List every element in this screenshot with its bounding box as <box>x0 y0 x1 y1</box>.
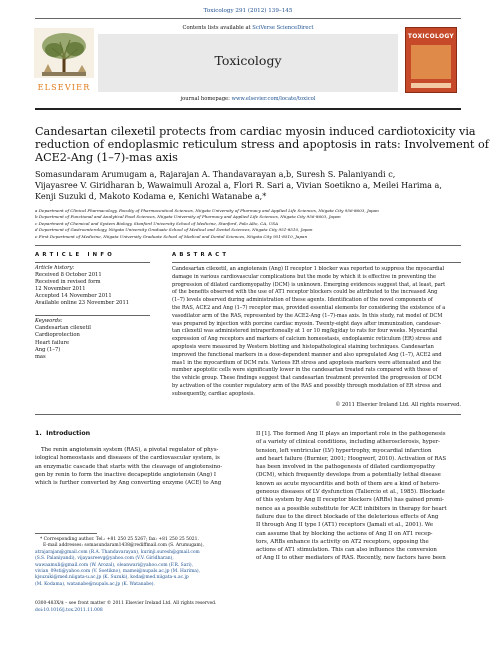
abstract-line: by activation of the counter regulatory arm of the RAS and possibly through modulation of ER stress and <box>172 382 442 389</box>
intro-line: gen by renin to form the inactive decapeptide angiotensin (Ang) I <box>35 471 217 478</box>
header-top-rule <box>35 18 461 19</box>
keywords-label: Keywords: <box>35 318 63 324</box>
intro-line: actions of AT1 stimulation. This can also influence the conversion <box>256 547 437 554</box>
intro-line: which is further converted by Ang converting enzyme (ACE) to Ang <box>35 480 222 487</box>
intro-right-column <box>256 430 462 563</box>
keyword-item: Heart failure <box>35 339 70 346</box>
footnote-line: E-mail addresses: somasundaram1438@rediffmail.com (S. Arumugam), <box>43 543 204 549</box>
intro-line: known as acute myocarditis and both of them are a kind of hetero- <box>256 480 440 487</box>
intro-line: and heart failure (Burnier, 2001; Hoogwerf, 2010). Activation of RAS <box>256 455 447 462</box>
keyword-item: Cardioprotection <box>35 332 80 339</box>
elsevier-logo <box>34 28 94 90</box>
abstract-line: apoptosis were measured by Western blotting and histopathological staining techniques. Candesartan <box>172 343 434 350</box>
affiliation-item: e First Department of Medicine, Niigata University Graduate School of Medical and Dental Sciences, Niigata City 951-8510, Japan <box>35 233 308 239</box>
abstract-line: the vehicle group. These findings suggest that candesartan treatment prevented the progression of DCM <box>172 375 442 382</box>
abstract-line: of the benefits observed with the use of AT1 receptor blockers could be attributed to the increased Ang <box>172 289 438 296</box>
issn-line: 0300-483X/$ – see front matter © 2011 Elsevier Ireland Ltd. All rights reserved. <box>35 601 217 606</box>
affiliation-item: d Department of Gastroenterology, Niigata University Graduate School of Medical and Dental Sciences, Niigata City 951-8510, Japan <box>35 227 313 233</box>
elsevier-tree-icon <box>34 28 94 78</box>
intro-line: II through Ang II type I (AT1) receptors (Jamali et al., 2001). We <box>256 522 434 529</box>
contents-line <box>98 25 398 32</box>
intro-line: tors, ARBs enhance its activity on AT2 receptors, opposing the <box>256 538 429 545</box>
article-info-heading: A R T I C L E I N F O <box>35 252 113 258</box>
corresponding-author-footnote <box>35 537 247 588</box>
abstract-bottom-rule <box>35 414 461 415</box>
affiliation-list <box>35 208 465 240</box>
affiliation-item: a Department of Clinical Pharmacology, Faculty of Pharmaceutical Sciences, Niigata University of Pharmacy and Applied Life Sciences, Niigata City 956-8603, Japan <box>35 208 379 213</box>
history-item: 12 November 2011 <box>35 286 86 292</box>
contents-prefix: Contents lists available at <box>182 25 253 31</box>
keywords-rule <box>35 315 150 316</box>
doi-link[interactable]: doi:10.1016/j.tox.2011.11.008 <box>35 608 103 613</box>
intro-line: The renin angiotensin system (RAS), a pivotal regulator of phys- <box>41 447 219 453</box>
author-list <box>35 169 465 202</box>
footnote-line[interactable]: wawaamuli@gmail.com (W. Arozal), oleanwari@yahoo.com (F.R. Sari), <box>35 562 194 568</box>
title-line: ACE2-Ang (1–7)-mas axis <box>35 151 178 165</box>
abstract-line: mas1 in the myocardium of DCM rats. Various ER stress and apoptosis markers were attenuated and the <box>172 359 441 366</box>
footnote-line: * Corresponding author. Tel.: +81 250 25 5267; fax: +81 250 25 5021. <box>40 537 199 542</box>
intro-heading: 1. Introduction <box>35 430 91 437</box>
abstract-line: tan cilexetil was administered intraperitoneally at 1 or 10 mg/kg/day to rats for four weeks. Myocardial <box>172 328 438 335</box>
article-history <box>35 265 150 307</box>
homepage-link[interactable]: www.elsevier.com/locate/toxicol <box>231 96 316 102</box>
abstract-line: expression of Ang receptors and markers of calcium homeostasis, endoplasmic reticulum (ER) stress and <box>172 336 442 343</box>
homepage-line <box>98 96 398 103</box>
intro-line: of a variety of clinical conditions, including atherosclerosis, hyper- <box>256 439 440 446</box>
footnote-line[interactable]: vivian_09sti@yahoo.com (V. Soetikno), mamei@nupals.ac.jp (M. Harima), <box>35 569 201 575</box>
journal-cover <box>405 27 457 93</box>
journal-name: Toxicology <box>214 53 282 68</box>
intro-line: II [1]. The formed Ang II plays an important role in the pathogenesis <box>256 431 446 437</box>
abstract-line: Candesartan cilexetil, an angiotensin (Ang) II receptor 1 blocker was reported to suppress the myocardial <box>172 266 445 272</box>
intro-line: (DCM), which frequently develops from a potentially lethal disease <box>256 472 441 479</box>
abstract-line: subsequently, cardiac apoptosis. <box>172 390 255 397</box>
journal-citation: Toxicology 291 (2012) 139–145 <box>203 8 293 14</box>
abstract-line: improved the functional markers in a dose-dependent manner and also upregulated Ang (1–7), ACE2 and <box>172 351 442 358</box>
history-item: Received 8 October 2011 <box>35 272 102 278</box>
affiliation-item: c Department of Chemical and System Biology, Stanford University School of Medicine, Stanford, Palo Alto, CA, USA <box>35 220 279 226</box>
intro-line: nence as a possible substitute for ACE inhibitors in therapy for heart <box>256 505 447 512</box>
abstract-line: the RAS, ACE2 and Ang (1–7) receptor mas, provided essential elements for considering the existence of a <box>172 304 446 311</box>
cover-band <box>411 45 451 79</box>
author-line: Kenji Suzuki d, Makoto Kodama e, Kenichi Watanabe a,* <box>35 191 267 201</box>
history-item: Accepted 14 November 2011 <box>35 293 112 299</box>
author-line: Somasundaram Arumugam a, Rajarajan A. Thandavarayan a,b, Suresh S. Palaniyandi c, <box>35 169 396 179</box>
footnote-rule <box>35 533 97 534</box>
footnote-line[interactable]: (M. Kodama), watanabe@nupals.ac.jp (K. Watanabe). <box>35 581 155 587</box>
footnote-line[interactable]: kjsuzuki@med.niigata-u.ac.jp (K. Suzuki), koda@med.niigata-u.ac.jp <box>35 575 189 581</box>
cover-title: TOXICOLOGY <box>407 33 455 40</box>
abstract-line: vasodilator arm of the RAS, represented by the ACE2-Ang (1–7)-mas axis. In this study, rat model of DCM <box>172 312 443 319</box>
title-line: Candesartan cilexetil protects from cardiac myosin induced cardiotoxicity via <box>35 125 476 138</box>
intro-line: tension, left ventricular (LV) hypertrophy, myocardial infarction <box>256 447 432 454</box>
history-item: Received in revised form <box>35 279 101 285</box>
article-title <box>35 125 489 165</box>
keyword-item: Candesartan cilexetil <box>35 325 91 332</box>
intro-line: has been involved in the pathogenesis of dilated cardiomyopathy <box>256 464 436 471</box>
intro-line: can assume that by blocking the actions of Ang II on AT1 recep- <box>256 530 433 537</box>
keyword-item: mas <box>35 353 46 360</box>
abstract-copyright: © 2011 Elsevier Ireland Ltd. All rights reserved. <box>335 402 461 408</box>
abstract-rule <box>172 262 461 263</box>
title-line: reduction of endoplasmic reticulum stress and apoptosis in rats: Involvement of <box>35 138 489 152</box>
intro-line: iological homeostasis and diseases of the cardiovascular system, is <box>35 455 220 462</box>
homepage-prefix: journal homepage: <box>180 96 232 102</box>
intro-line: an enzymatic cascade that starts with the cleavage of angiotensino- <box>35 463 223 470</box>
author-line: Vijayasree V. Giridharan b, Wawaimuli Arozal a, Flori R. Sari a, Vivian Soetikno a, Meilei Harima a, <box>35 180 442 190</box>
intro-line: failure due to the direct blockade of the deleterious effects of Ang <box>256 513 439 520</box>
footnote-line[interactable]: (S.S. Palaniyandi), vijayasreevg@yahoo.com (V.V. Giridharan), <box>35 556 174 562</box>
abstract-line: number apoptotic cells were significantly lower in the candesartan treated rats compared with those of <box>172 367 438 374</box>
header-bottom-rule <box>35 108 461 110</box>
intro-line: geneous diseases of LV dysfunction (Taliercio et al., 1985). Blockade <box>256 489 445 496</box>
affiliation-rule <box>35 245 461 246</box>
intro-left-column <box>35 446 244 487</box>
intro-line: of Ang II to other mediators of RAS. Recently, new factors have been <box>256 555 446 562</box>
abstract-body <box>172 266 461 399</box>
abstract-line: progression of dilated cardiomyopathy (DCM) is unknown. Emerging evidences suggest that, at least, part <box>172 281 446 288</box>
keywords <box>35 318 150 361</box>
abstract-heading: A B S T R A C T <box>172 252 227 258</box>
abstract-line: was prepared by injection with porcine cardiac myosin. Twenty-eight days after immunization, candesar- <box>172 320 442 327</box>
affiliation-item: b Department of Functional and Analytical Food Sciences, Niigata University of Pharmacy and Applied Life Sciences, Niigata City 956-8603, Japan <box>35 214 341 220</box>
article-info-rule <box>35 262 150 263</box>
footnote-line[interactable]: atrajarajan@gmail.com (R.A. Thandavarayan), kurinji.suresh@gmail.com <box>35 549 200 555</box>
elsevier-wordmark: ELSEVIER <box>37 83 91 92</box>
cover-footer <box>411 83 451 88</box>
intro-line: of this system by Ang II receptor blockers (ARBs) has gained promi- <box>256 497 444 504</box>
history-item: Available online 23 November 2011 <box>35 300 130 306</box>
abstract-line: (1–7) levels observed during administration of these agents. Identification of the novel components of <box>172 297 433 304</box>
abstract-line: damage in various cardiovascular complications but the mode by which it is effective in preventing the <box>172 273 436 280</box>
keyword-item: Ang (1–7) <box>35 346 61 353</box>
history-label: Article history: <box>35 265 75 271</box>
sciencedirect-link[interactable]: SciVerse ScienceDirect <box>252 25 314 31</box>
